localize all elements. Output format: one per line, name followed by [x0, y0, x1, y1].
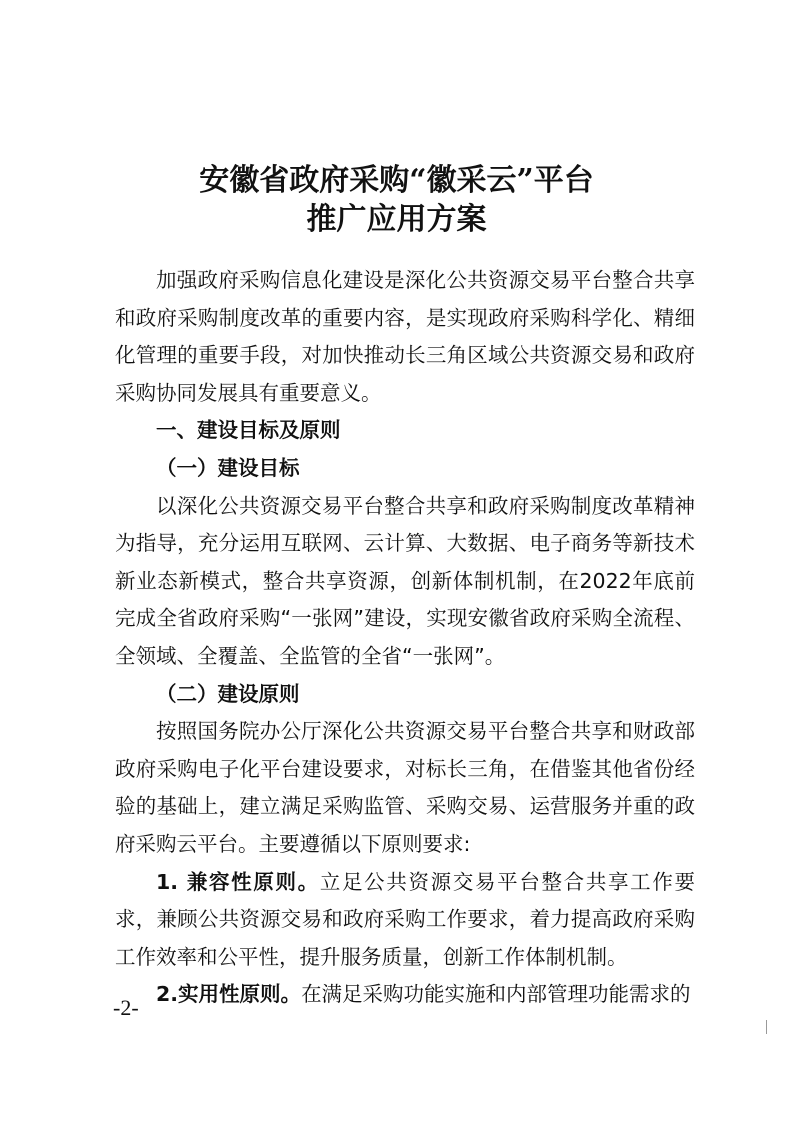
subsection-heading-goals: （一）建设目标: [156, 455, 300, 480]
document-title-line-1: 安徽省政府采购“徽采云”平台: [199, 163, 594, 198]
document-title-line-2: 推广应用方案: [306, 202, 487, 237]
principle-practicality-text: 在满足采购功能实施和内部管理功能需求的: [301, 982, 691, 1007]
principle-compatibility-paragraph: [115, 864, 695, 977]
principle-compatibility-lead: 1. 兼容性原则。: [156, 869, 320, 894]
principle-practicality-paragraph: [115, 976, 695, 1014]
goals-paragraph: 以深化公共资源交易平台整合共享和政府采购制度改革精神为指导，充分运用互联网、云计算、大数据、电子商务等新技术新业态新模式，整合共享资源，创新体制机制，在2022年底前完成全省政府采购“一张网”建设，实现安徽省政府采购全流程、全领域、全覆盖、全监管的全省“一张网”。: [115, 493, 695, 668]
scan-edge-mark: [766, 1020, 767, 1034]
section-heading-goals-principles: 一、建设目标及原则: [156, 418, 341, 443]
page-number: -2-: [113, 995, 139, 1020]
principles-paragraph: 按照国务院办公厅深化公共资源交易平台整合共享和财政部政府采购电子化平台建设要求，对标长三角，在借鉴其他省份经验的基础上，建立满足采购监管、采购交易、运营服务并重的政府采购云平台。主要遵循以下原则要求:: [115, 719, 695, 856]
intro-paragraph: 加强政府采购信息化建设是深化公共资源交易平台整合共享和政府采购制度改革的重要内容，是实现政府采购科学化、精细化管理的重要手段，对加快推动长三角区域公共资源交易和政府采购协同发展具有重要意义。: [115, 268, 695, 405]
subsection-heading-principles: （二）建设原则: [156, 681, 300, 706]
principle-compatibility-text: 立足公共资源交易平台整合共享工作要求，兼顾公共资源交易和政府采购工作要求，着力提高政府采购工作效率和公平性，提升服务质量，创新工作体制机制。: [115, 869, 695, 969]
document-body: [115, 262, 695, 1014]
principle-practicality-lead: 2.实用性原则。: [156, 982, 302, 1007]
